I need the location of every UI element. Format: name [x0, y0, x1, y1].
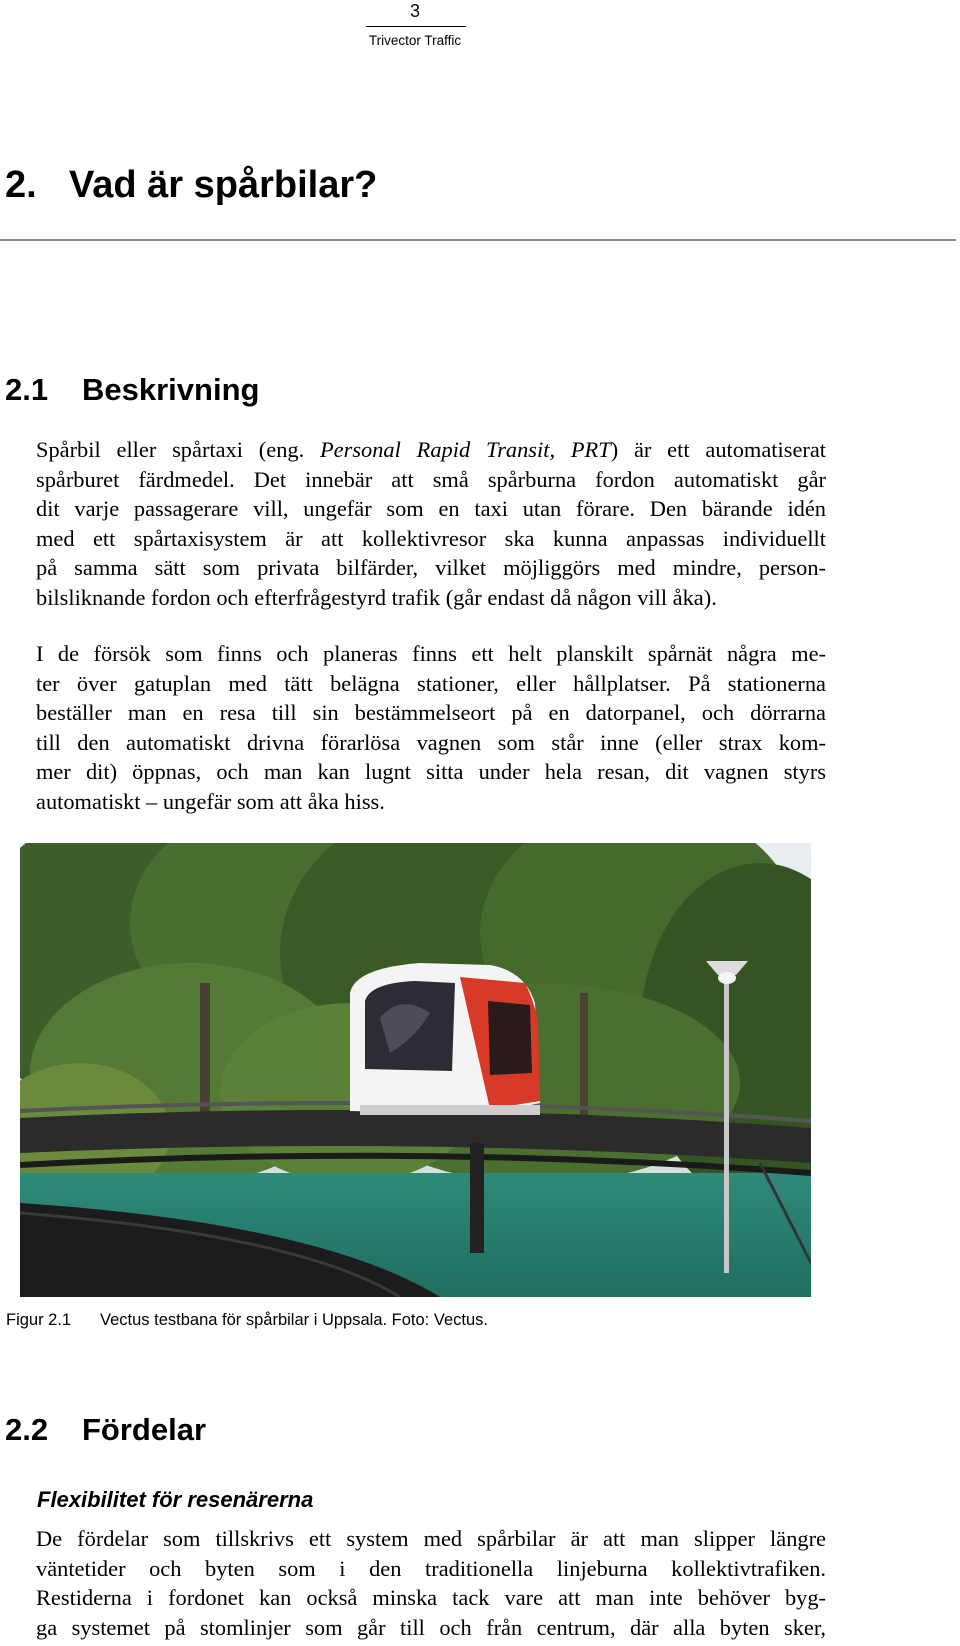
paragraph-line: Restiderna i fordonet kan också minska tack vare att man inte behöver byg-	[36, 1585, 826, 1611]
chapter-title	[5, 164, 377, 207]
body-paragraph	[36, 435, 826, 613]
figure-caption	[6, 1311, 488, 1330]
paragraph-line: dit varje passagerare vill, ungefär som en taxi utan förare. Den bärande idén	[36, 496, 826, 522]
paragraph-line: spårburet färdmedel. Det innebär att små spårburna fordon automatiskt går	[36, 466, 826, 492]
prt-vehicle	[350, 963, 540, 1115]
chapter-title-text: Vad är spårbilar?	[69, 164, 378, 206]
paragraph-line: De fördelar som tillskrivs ett system med spårbilar är att man slipper längre	[36, 1526, 826, 1551]
page-number: 3	[409, 1, 420, 21]
paragraph-line: mer dit) öppnas, och man kan lugnt sitta under hela resan, dit vagnen styrs	[36, 759, 826, 785]
paragraph-line: på samma sätt som privata bilfärder, vilket möjliggörs med mindre, person-	[36, 555, 826, 581]
paragraph-line: beställer man en resa till sin bestämmelseort på en datorpanel, och dörrarna	[36, 700, 826, 726]
paragraph-line: automatiskt – ungefär som att åka hiss.	[36, 788, 385, 814]
subheading-flexibilitet: Flexibilitet för resenärerna	[37, 1487, 314, 1512]
section-number: 2.2	[5, 1412, 49, 1447]
body-paragraph	[36, 639, 826, 817]
chapter-rule	[0, 239, 956, 241]
paragraph-line: till den automatiskt drivna förarlösa vagnen som står inne (eller strax kom-	[36, 729, 826, 755]
text-run: Spårbil eller spårtaxi (eng.	[36, 437, 320, 462]
paragraph-line: med ett spårtaxisystem är att kollektivresor ska kunna anpassas individuellt	[36, 525, 826, 551]
running-head: Trivector Traffic	[368, 33, 462, 48]
figure-photo	[20, 843, 811, 1297]
paragraph-line: I de försök som finns och planeras finns ett helt planskilt spårnät några me-	[36, 641, 826, 666]
section-title-beskrivning	[5, 372, 259, 408]
header-rule	[366, 26, 466, 27]
paragraph-line	[36, 435, 826, 465]
section-title-fordelar	[5, 1412, 206, 1448]
paragraph-line: bilsliknande fordon och efterfrågestyrd trafik (går endast då någon vill åka).	[36, 584, 717, 610]
section-title-text: Beskrivning	[82, 372, 260, 407]
paragraph-line: väntetider och byten som i den traditionella linjeburna kollektivtrafiken.	[36, 1555, 826, 1581]
section-number: 2.1	[5, 372, 49, 407]
figure-caption-text: Vectus testbana för spårbilar i Uppsala. Foto: Vectus.	[100, 1311, 488, 1329]
prt-vehicle-photo	[20, 843, 811, 1297]
paragraph-line: ter över gatuplan med tätt belägna stationer, eller hållplatser. På stationerna	[36, 670, 826, 696]
body-paragraph	[36, 1524, 826, 1642]
chapter-number: 2.	[5, 164, 37, 206]
section-title-text: Fördelar	[82, 1412, 207, 1447]
text-run: ) är ett automatiserat	[610, 437, 826, 462]
paragraph-line: ga systemet på stomlinjer som går till och från centrum, där alla byten sker,	[36, 1614, 826, 1640]
figure-label: Figur 2.1	[6, 1311, 72, 1329]
emphasis-text: Personal Rapid Transit, PRT	[320, 437, 611, 462]
